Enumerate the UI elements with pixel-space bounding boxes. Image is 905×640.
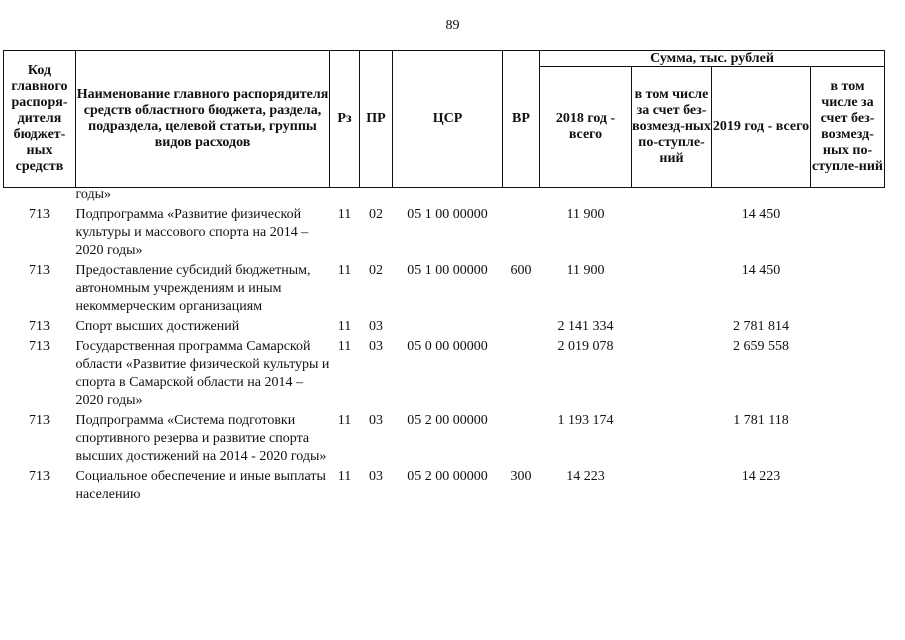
cell-2019-free — [811, 412, 885, 468]
cell-name: Предоставление субсидий бюджетным, автономным учреждениям и иным некоммерческим организациям — [75, 263, 311, 314]
cell-csr: 05 1 00 00000 — [407, 207, 488, 222]
table-row — [4, 338, 885, 412]
cell-vr — [503, 412, 540, 468]
cell-vr: 600 — [510, 263, 532, 278]
cell-pr: 02 — [369, 207, 383, 222]
cell-vr — [503, 206, 540, 262]
cell-vr: 300 — [510, 469, 532, 484]
cell-rz: 11 — [337, 339, 352, 354]
header-vr: ВР — [503, 51, 540, 188]
cell-name: Подпрограмма «Система подготовки спортивного резерва и развитие спорта высших достижений на 2014 - 2020 годы» — [75, 413, 327, 464]
header-csr: ЦСР — [393, 51, 503, 188]
cell-2019-free — [811, 318, 885, 338]
cell-code: 713 — [29, 263, 50, 278]
cell-code: 713 — [29, 339, 50, 354]
cell-pr: 02 — [369, 263, 383, 278]
header-rz: Рз — [330, 51, 360, 188]
continuation-text: годы» — [75, 187, 112, 202]
cell-code: 713 — [29, 469, 50, 484]
cell-pr: 03 — [369, 319, 383, 334]
cell-code: 713 — [29, 413, 50, 428]
cell-2018-total: 1 193 174 — [557, 413, 614, 428]
cell-2019-total: 1 781 118 — [733, 413, 789, 428]
cell-csr: 05 0 00 00000 — [407, 339, 488, 354]
cell-rz: 11 — [337, 207, 352, 222]
cell-2018-free — [632, 412, 712, 468]
cell-csr: 05 2 00 00000 — [407, 469, 488, 484]
cell-rz: 11 — [337, 319, 352, 334]
header-code: Код главного распоря-дителя бюджет-ных средств — [4, 51, 76, 188]
cell-2018-total: 2 019 078 — [557, 339, 614, 354]
cell-csr — [393, 318, 503, 338]
header-sum-group: Сумма, тыс. рублей — [540, 51, 885, 67]
cell-2019-total: 14 450 — [741, 207, 781, 222]
cell-vr — [503, 318, 540, 338]
cell-name: Подпрограмма «Развитие физической культуры и массового спорта на 2014 – 2020 годы» — [75, 207, 309, 258]
table-body — [4, 188, 885, 507]
header-name: Наименование главного распорядителя средств областного бюджета, раздела, подраздела, целевой статьи, группы видов расходов — [76, 51, 330, 188]
cell-2018-free — [632, 206, 712, 262]
cell-name: Социальное обеспечение и иные выплаты населению — [75, 469, 326, 502]
cell-2019-total: 14 450 — [741, 263, 781, 278]
table-row — [4, 412, 885, 468]
cell-rz: 11 — [337, 263, 352, 278]
table-row — [4, 318, 885, 338]
cell-code: 713 — [29, 319, 50, 334]
cell-2019-total: 2 659 558 — [733, 339, 789, 354]
cell-2019-total: 2 781 814 — [733, 319, 789, 334]
cell-rz: 11 — [337, 413, 352, 428]
cell-2018-total: 14 223 — [566, 469, 605, 484]
cell-rz: 11 — [337, 469, 352, 484]
table-row — [4, 468, 885, 506]
cell-code: 713 — [29, 207, 50, 222]
header-2019-free: в том числе за счет без-возмезд-ных по-ступле-ний — [811, 67, 885, 188]
header-2018-free: в том числе за счет без-возмезд-ных по-ступле-ний — [632, 67, 712, 188]
table-row — [4, 262, 885, 318]
cell-2018-free — [632, 318, 712, 338]
table-row-continuation — [4, 188, 885, 207]
cell-2019-free — [811, 262, 885, 318]
cell-2019-total: 14 223 — [741, 469, 781, 484]
cell-csr: 05 1 00 00000 — [407, 263, 488, 278]
cell-2019-free — [811, 468, 885, 506]
cell-pr: 03 — [369, 339, 383, 354]
cell-2019-free — [811, 338, 885, 412]
page-number: 89 — [445, 18, 460, 33]
budget-table — [3, 50, 885, 506]
cell-name: Государственная программа Самарской области «Развитие физической культуры и спорта в Самарской области на 2014 – 2020 годы» — [75, 339, 330, 408]
cell-pr: 03 — [369, 413, 383, 428]
table-row — [4, 206, 885, 262]
cell-2019-free — [811, 206, 885, 262]
cell-2018-total: 11 900 — [566, 263, 605, 278]
header-pr: ПР — [360, 51, 393, 188]
table-header — [4, 51, 885, 188]
header-2019-total: 2019 год - всего — [712, 67, 811, 188]
cell-2018-total: 11 900 — [566, 207, 605, 222]
cell-vr — [503, 338, 540, 412]
cell-2018-free — [632, 468, 712, 506]
cell-2018-free — [632, 262, 712, 318]
cell-2018-free — [632, 338, 712, 412]
cell-pr: 03 — [369, 469, 383, 484]
header-2018-total: 2018 год - всего — [540, 67, 632, 188]
cell-2018-total: 2 141 334 — [557, 319, 614, 334]
cell-csr: 05 2 00 00000 — [407, 413, 488, 428]
cell-name: Спорт высших достижений — [75, 319, 240, 334]
